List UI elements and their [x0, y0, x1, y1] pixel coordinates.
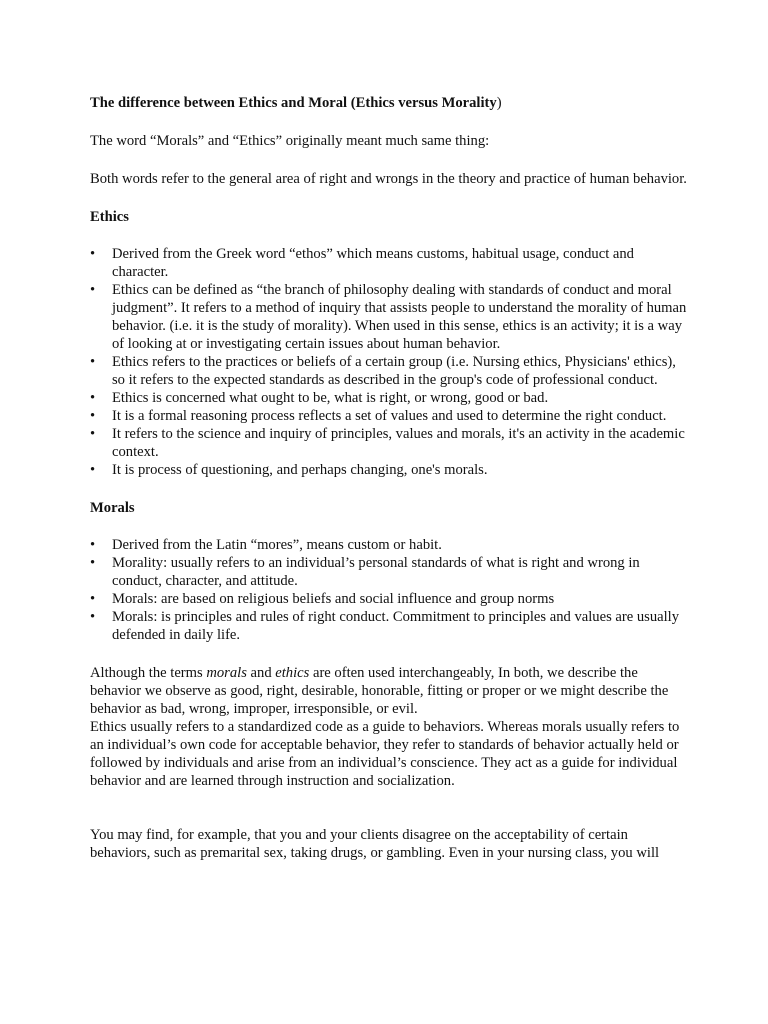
bullet-icon: •	[90, 390, 96, 406]
title-text: The difference between Ethics and Moral (Ethics versus Morality	[90, 95, 497, 111]
list-item-text: Ethics is concerned what ought to be, what is right, or wrong, good or bad.	[112, 390, 549, 406]
list-item	[90, 353, 690, 389]
body-paragraph-2: Ethics usually refers to a standardized code as a guide to behaviors. Whereas morals usually refers to an individual’s own code for acceptable behavior, they refer to standards of behavior actually held or followed by individuals and arise from an individual’s conscience. They act as a guide for individual behavior and are learned through instruction and socialization.	[90, 719, 680, 789]
page-title	[90, 94, 690, 112]
list-item-text: Ethics can be defined as “the branch of philosophy dealing with standards of conduct and moral judgment”. It refers to a method of inquiry that assists people to understand the morality of human behavior. (i.e. it is the study of morality). When used in this sense, ethics is an activity; it is a way of looking at or investigating certain issues about human behavior.	[112, 282, 687, 352]
list-item-text: Ethics refers to the practices or beliefs of a certain group (i.e. Nursing ethics, Physicians' ethics), so it refers to the expected standards as described in the group's code of professional conduct.	[112, 354, 676, 388]
list-item	[90, 407, 690, 425]
bullet-icon: •	[90, 408, 96, 424]
term-morals: morals	[206, 665, 247, 681]
body-paragraph-1-part-c: are often used interchangeably, In both, we describe the behavior we observe as good, right, desirable, honorable, fitting or proper or we might describe the behavior as bad, wrong, improper, irresponsible, or evil.	[90, 665, 669, 717]
body-paragraph-1-part-a: Although the terms	[90, 665, 207, 681]
list-item	[90, 281, 690, 353]
intro-paragraph-1: The word “Morals” and “Ethics” originally meant much same thing:	[90, 133, 490, 149]
list-item-text: Derived from the Latin “mores”, means custom or habit.	[112, 537, 442, 553]
intro-paragraph-2: Both words refer to the general area of right and wrongs in the theory and practice of human behavior.	[90, 171, 687, 187]
bullet-icon: •	[90, 609, 96, 625]
list-item-text: Morals: is principles and rules of right conduct. Commitment to principles and values are usually defended in daily life.	[112, 609, 680, 643]
list-item-text: It refers to the science and inquiry of principles, values and morals, it's an activity in the academic context.	[112, 426, 685, 460]
list-item-text: Derived from the Greek word “ethos” which means customs, habitual usage, conduct and character.	[112, 246, 634, 280]
document-page	[90, 86, 690, 862]
list-item	[90, 608, 690, 644]
bullet-icon: •	[90, 354, 96, 370]
bullet-icon: •	[90, 426, 96, 442]
body-paragraph-1	[90, 664, 690, 718]
bullet-icon: •	[90, 246, 96, 262]
body-paragraph-1-part-b: and	[246, 665, 276, 681]
term-ethics: ethics	[275, 665, 310, 681]
list-item	[90, 554, 690, 590]
list-item-text: It is a formal reasoning process reflects a set of values and used to determine the right conduct.	[112, 408, 667, 424]
title-close-paren: )	[496, 95, 502, 111]
section-heading-ethics: Ethics	[90, 209, 129, 225]
morals-bullet-list	[90, 536, 690, 644]
bullet-icon: •	[90, 462, 96, 478]
bullet-icon: •	[90, 282, 96, 298]
list-item-text: It is process of questioning, and perhaps changing, one's morals.	[112, 462, 488, 478]
list-item-text: Morality: usually refers to an individual’s personal standards of what is right and wrong in conduct, character, and attitude.	[112, 555, 640, 589]
list-item	[90, 536, 690, 554]
section-heading-morals: Morals	[90, 500, 135, 516]
list-item	[90, 389, 690, 407]
list-item	[90, 425, 690, 461]
ethics-bullet-list	[90, 245, 690, 479]
list-item	[90, 245, 690, 281]
list-item	[90, 590, 690, 608]
bullet-icon: •	[90, 555, 96, 571]
bullet-icon: •	[90, 537, 96, 553]
bullet-icon: •	[90, 591, 96, 607]
list-item	[90, 461, 690, 479]
body-paragraph-3: You may find, for example, that you and your clients disagree on the acceptability of certain behaviors, such as premarital sex, taking drugs, or gambling. Even in your nursing class, you will	[90, 827, 660, 861]
list-item-text: Morals: are based on religious beliefs and social influence and group norms	[112, 591, 555, 607]
